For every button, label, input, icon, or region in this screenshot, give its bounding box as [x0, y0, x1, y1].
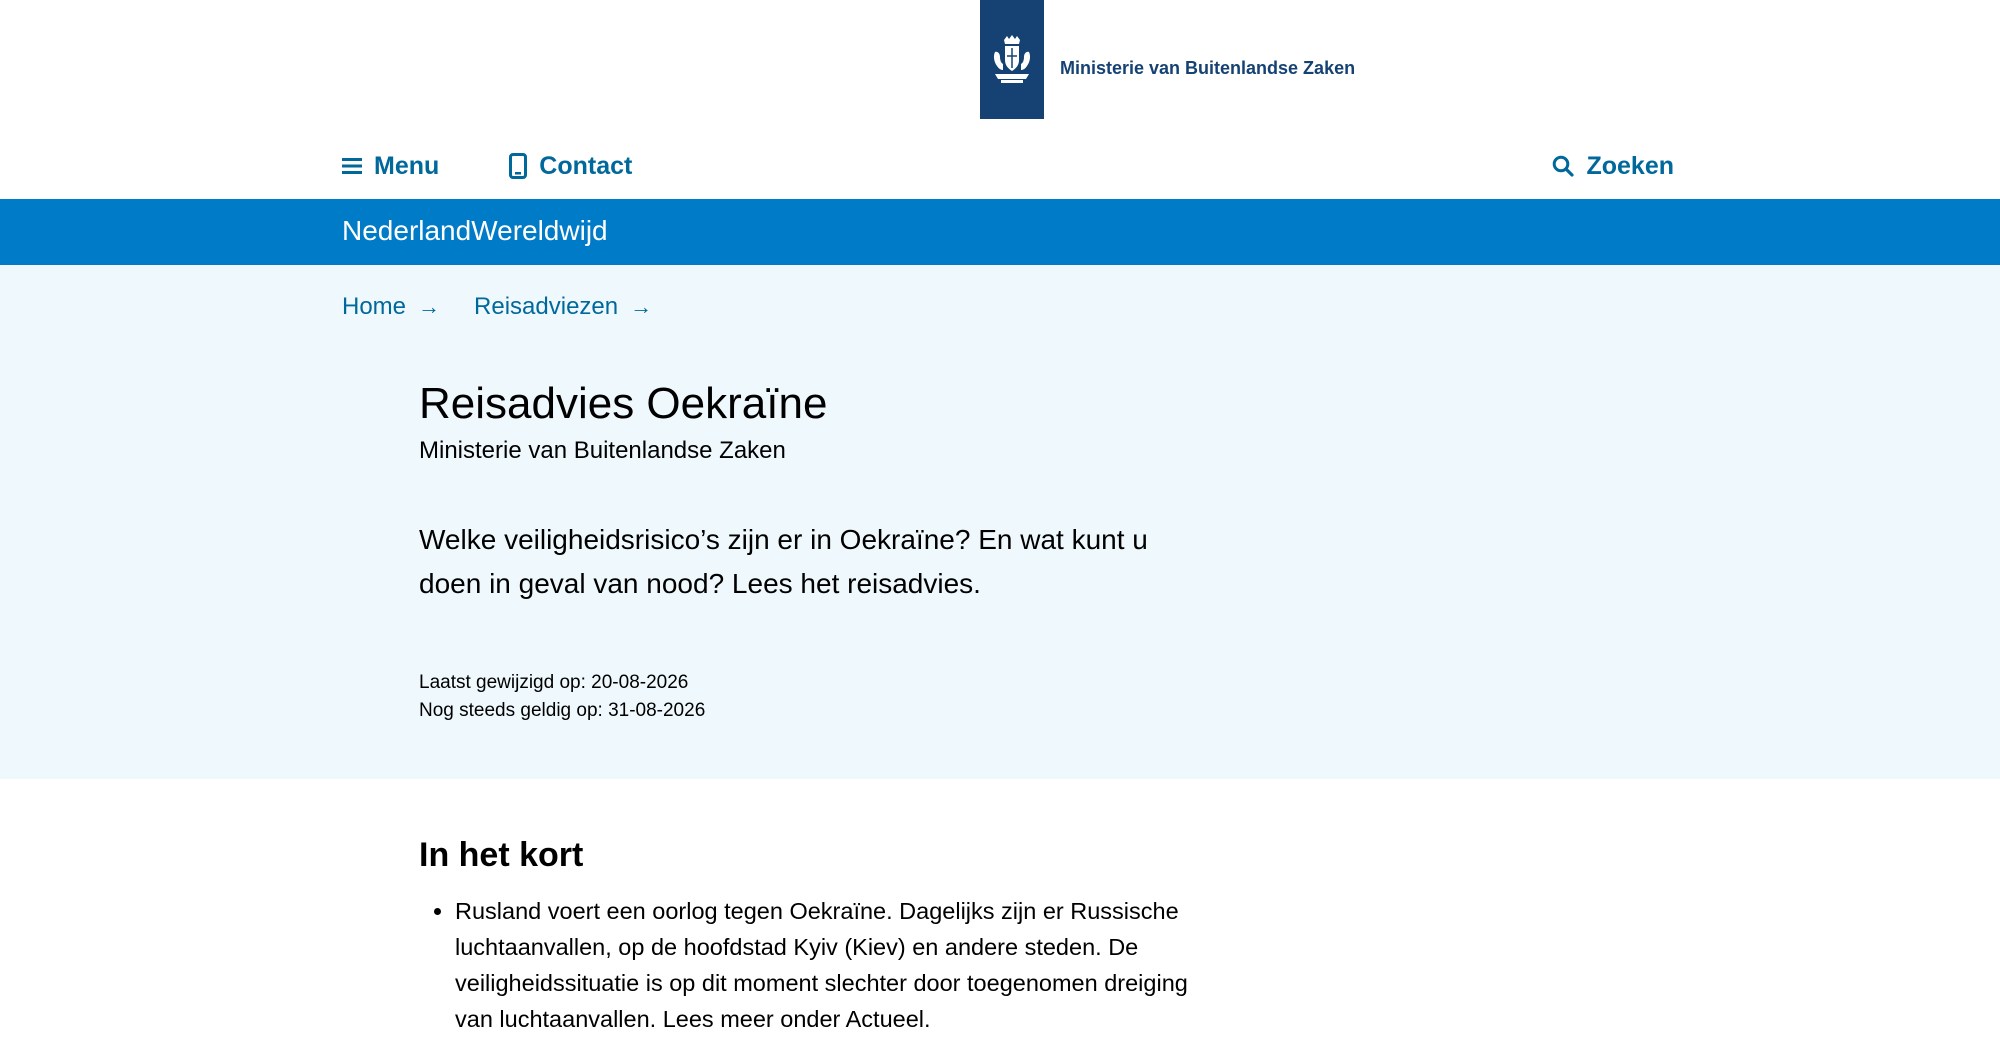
coat-of-arms-icon	[989, 34, 1035, 86]
last-modified: Laatst gewijzigd op: 20-08-2026	[419, 672, 689, 693]
phone-icon	[509, 153, 527, 179]
breadcrumb-label: Reisadviezen	[474, 293, 619, 320]
government-logo[interactable]	[980, 0, 1355, 119]
main-content	[419, 836, 1199, 1037]
still-valid: Nog steeds geldig op: 31-08-2026	[419, 700, 706, 721]
hero-section	[0, 265, 2000, 779]
contact-label: Contact	[539, 151, 633, 180]
summary-list	[419, 893, 1199, 1037]
arrow-right-icon: →	[630, 294, 653, 319]
section-title: In het kort	[419, 836, 584, 874]
search-button[interactable]	[1552, 152, 1674, 181]
ministry-name: Ministerie van Buitenlandse Zaken	[1060, 58, 1356, 78]
site-banner	[0, 199, 2000, 265]
hamburger-icon	[342, 157, 362, 175]
breadcrumb-reisadviezen[interactable]	[474, 293, 652, 321]
menu-label: Menu	[374, 151, 440, 180]
page-title: Reisadvies Oekraïne	[419, 379, 828, 428]
breadcrumb-label: Home	[342, 293, 407, 320]
intro-text: Welke veiligheidsrisico’s zijn er in Oekraïne? En wat kunt u doen in geval van nood? Lees het reisadvies.	[419, 524, 1148, 599]
breadcrumb	[342, 293, 686, 321]
arrow-right-icon: →	[418, 294, 441, 319]
page-meta	[419, 669, 705, 725]
page-subtitle: Ministerie van Buitenlandse Zaken	[419, 437, 786, 464]
search-icon	[1552, 155, 1574, 177]
breadcrumb-home[interactable]	[342, 293, 440, 321]
menu-button[interactable]	[342, 152, 439, 181]
site-title[interactable]: NederlandWereldwijd	[342, 215, 608, 246]
list-item: • Rusland voert een oorlog tegen Oekraïne. Dagelijks zijn er Russische luchtaanvallen, op de hoofdstad Kyiv (Kiev) en andere steden. De veiligheidssituatie is op dit moment slechter door toegenomen dreiging van luchtaanvallen. Lees meer onder Actueel.	[455, 893, 1199, 1037]
top-navigation	[342, 142, 1674, 190]
search-label: Zoeken	[1586, 151, 1674, 180]
logo-ribbon	[980, 0, 1044, 119]
contact-button[interactable]	[509, 152, 632, 181]
